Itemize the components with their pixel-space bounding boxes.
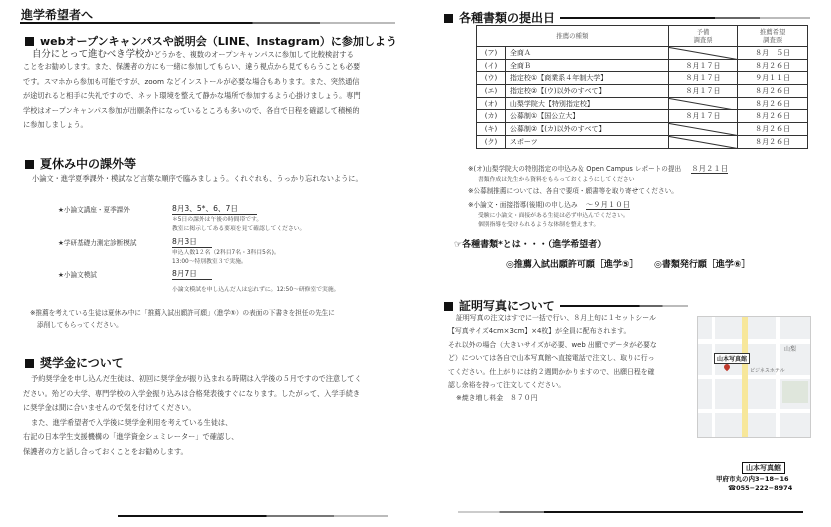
row-preliminary-date <box>668 123 738 136</box>
title-rule <box>20 22 395 24</box>
photo-paragraph: 証明写真の注文はすでに一括で行い、８月上旬に１セットシール 【写真サイズ4cm×3cm】×4枚】が全員に配布されます。 それ以外の場合（大きいサイズが必要、web 出願でデータが必要な ど）については各自で山本写真館へ直接電話で注文し、取りに行っ てください。仕上がりには約２週間かかりますので、出願日程を確 認し余裕を持って注文してください。 ※焼き増し料金 ８７０円 <box>448 314 657 403</box>
summer-item-value: 8月3日 <box>172 236 212 248</box>
section-open-campus-heading: webオープンキャンパスや説明会（LINE、Instagram）に参加しよう <box>25 33 397 49</box>
map-pin-label: 山本写真館 <box>714 353 750 364</box>
row-preliminary-date <box>668 135 738 148</box>
docs-item: ◎推薦入試出願許可願［進学⑤］ <box>506 260 639 270</box>
map-label: ビジネスホテル <box>750 368 785 374</box>
summer-intro: 小論文・進学夏季課外・模試など言葉な順序で臨みましょう。くれぐれも、うっかり忘れないように。 <box>32 174 363 183</box>
bottom-rule-right <box>458 511 803 513</box>
deadline-rule <box>560 17 810 19</box>
section-summer-heading: 夏休み中の課外等 <box>25 155 136 172</box>
row-preliminary-date: ８月１７日 <box>668 59 738 72</box>
row-request-date: ８月２６日 <box>738 97 808 110</box>
row-request-date: ８月２６日 <box>738 135 808 148</box>
column-header: 推薦希望 調査票 <box>738 26 808 47</box>
row-preliminary-date: ８月１７日 <box>668 110 738 123</box>
deadline-table <box>476 25 808 149</box>
table-row <box>477 123 808 136</box>
deadline-note: ※公募制推薦については、各自で要項・願書等を取り寄せてください。 <box>468 187 678 195</box>
row-type: 指定校①【商業系４年制大学】 <box>505 72 668 85</box>
docs-heading: ☞各種書類*とは・・・（進学希望者） <box>454 240 607 250</box>
row-request-date: ８月２６日 <box>738 110 808 123</box>
summer-item-value: 8月3、5*、6、7日 <box>172 203 257 215</box>
summer-item-value: 8月7日 <box>172 268 212 280</box>
deadline-note: ※(オ)山梨学院大の特別指定の申込み＆ Open Campus レポートの提出 ８月２１日 <box>468 164 729 173</box>
deadline-note-sub: 個別指導を受けられるような体制を整えます。 <box>478 222 600 228</box>
section-bullet-icon <box>444 14 453 23</box>
table-row <box>477 85 808 98</box>
bottom-rule-left <box>118 515 388 517</box>
row-request-date: ８月２６日 <box>738 123 808 136</box>
summer-item-note: 小論文模試を申し込んだ人は忘れずに。12:50〜研修室で実施。 <box>172 287 340 293</box>
summer-item-label: ★学研基礎力測定診断模試 <box>58 239 137 247</box>
row-request-date: ９月１１日 <box>738 72 808 85</box>
row-type: 公募制①【国公立大】 <box>505 110 668 123</box>
column-header: 推薦の種類 <box>477 26 669 47</box>
row-request-date: ８月２６日 <box>738 59 808 72</box>
row-number: (エ) <box>477 85 506 98</box>
row-type: 山梨学院大【特別指定校】 <box>505 97 668 110</box>
table-row <box>477 59 808 72</box>
section-scholarship-heading: 奨学金について <box>25 354 124 371</box>
deadline-note: ※小論文・面接指導(後期)の申し込み 〜９月１０日 <box>468 200 631 209</box>
section-bullet-icon <box>444 302 453 311</box>
summer-item-label: ★小論文講座・夏季課外 <box>58 206 130 214</box>
table-header-row <box>477 26 808 47</box>
deadline-note-sub: 書類作成は先生から資料をもらっておくようにしてください <box>478 177 635 183</box>
row-number: (キ) <box>477 123 506 136</box>
summer-remark: 添削してもらってください。 <box>37 321 123 329</box>
row-type: 全商Ａ <box>505 47 668 60</box>
table-row <box>477 72 808 85</box>
row-preliminary-date: ８月１７日 <box>668 85 738 98</box>
row-type: 指定校②【(ウ)以外のすべて】 <box>505 85 668 98</box>
row-preliminary-date <box>668 97 738 110</box>
row-number: (イ) <box>477 59 506 72</box>
row-number: (オ) <box>477 97 506 110</box>
row-number: (ア) <box>477 47 506 60</box>
scholarship-paragraph: 予約奨学金を申し込んだ生徒は、初回に奨学金が振り込まれる時期は入学後の５月ですので注意してく ださい。殆どの大学、専門学校の入学金振り込みは合格発表後すぐになります。したがって、入学手続き に奨学金は間に合いませんので気を付けてください。 また、進学希望者で入学後に奨学金利用を考えている生徒は、 右記の日本学生支援機構の「進学資金シュミレーター」で確認し、 保護者の方と話し合っておくことをお勧めします。 <box>23 374 362 456</box>
table-row <box>477 110 808 123</box>
photo-rule <box>560 305 688 307</box>
summer-item-note: 申込人数1２名（2科目7名・3科目5名)。 <box>172 250 280 256</box>
row-type: スポーツ <box>505 135 668 148</box>
shop-name: 山本写真館 <box>742 462 785 474</box>
row-request-date: ８月２６日 <box>738 85 808 98</box>
section-photo-heading: 証明写真について <box>444 297 555 314</box>
row-number: (ウ) <box>477 72 506 85</box>
summer-item-label: ★小論文模試 <box>58 271 97 279</box>
oc-paragraph: ことをお勧めします。また、保護者の方にも一緒に参加してもらい、違う視点から見てもらうことも必要 です。スマホから参加も可能ですが、zoom などインストールが必要な場合もあります。また、突然通信 が途切れると相手に失礼ですので、ネット環境を整えて静かな場所で参加するよう心掛けましょう。専門 学校はオープンキャンパス参加が出願条件になっているところも多いので、各自で日程を確認して積極的 に参加しましょう。 <box>23 62 361 129</box>
row-type: 全商Ｂ <box>505 59 668 72</box>
shop-tel: ☎055−222−8974 <box>728 484 793 492</box>
section-bullet-icon <box>25 359 34 368</box>
deadline-note-sub: 受験に小論文・面接がある生徒は必ず申込んでください。 <box>478 213 629 219</box>
shop-address: 甲府市丸の内3−18−16 <box>716 475 789 483</box>
row-request-date: ８月 ５日 <box>738 47 808 60</box>
row-preliminary-date: ８月１７日 <box>668 72 738 85</box>
section-deadline-heading: 各種書類の提出日 <box>444 9 555 26</box>
column-header: 予備 調査票 <box>668 26 738 47</box>
summer-item-note: 教室に掲示してある要項を見て確認してください。 <box>172 226 306 232</box>
oc-lead: 自分にとって進むべき学校かどうかを、複数のオープンキャンパスに参加して比較検討する <box>32 49 354 60</box>
row-number: (ク) <box>477 135 506 148</box>
map-label: 山梨 <box>784 346 797 353</box>
section-bullet-icon <box>25 37 34 46</box>
summer-item-note: ＊5日の課外は午後の時間帯です。 <box>172 217 263 223</box>
table-row <box>477 97 808 110</box>
summer-item-note: 13:00〜特別教室３で実施。 <box>172 259 247 265</box>
section-bullet-icon <box>25 160 34 169</box>
docs-item: ◎書類発行願［進学⑥］ <box>654 260 751 270</box>
shop-map[interactable] <box>697 316 811 438</box>
row-preliminary-date <box>668 47 738 60</box>
table-row <box>477 135 808 148</box>
table-row <box>477 47 808 60</box>
summer-remark: ※推薦を考えている生徒は夏休み中に「推薦入試出願許可願」（進学⑤）の表面の下書きを担任の先生に <box>30 309 335 317</box>
row-type: 公募制②【(カ)以外のすべて】 <box>505 123 668 136</box>
map-pin-icon <box>723 363 731 371</box>
row-number: (カ) <box>477 110 506 123</box>
left-page-title: 進学希望者へ <box>21 8 94 22</box>
